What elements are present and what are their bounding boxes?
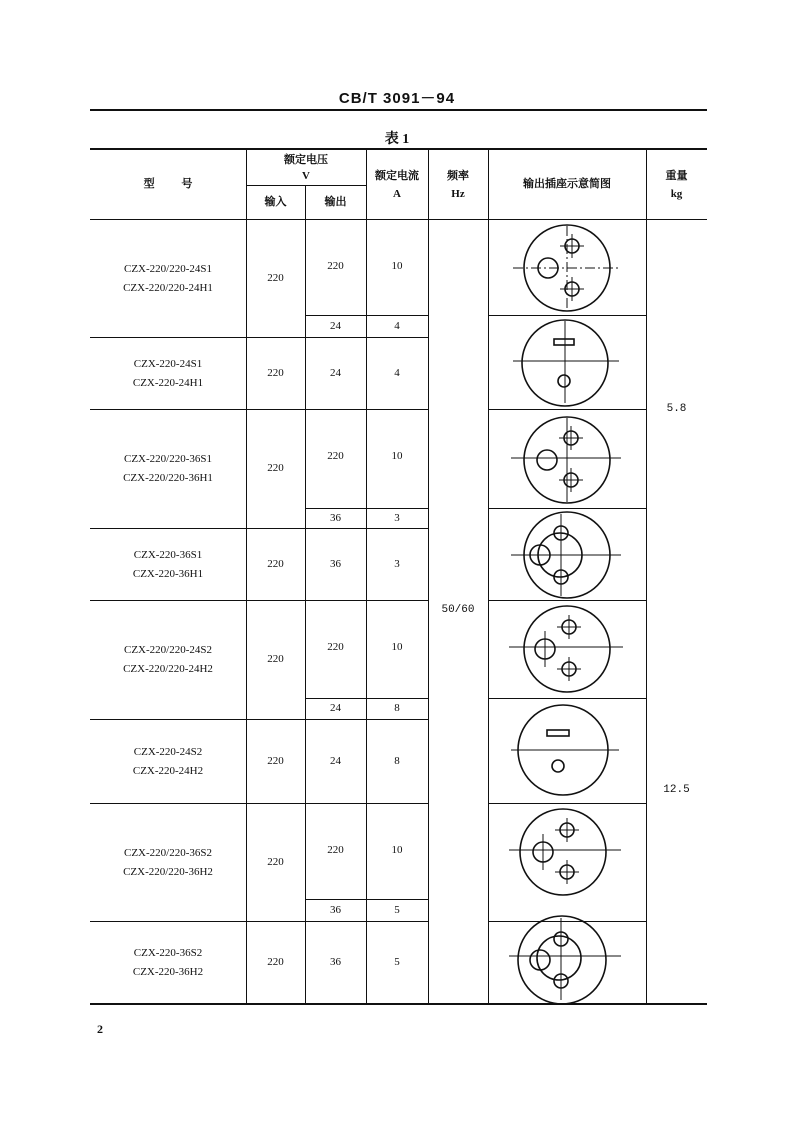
output-voltage: 24	[330, 702, 341, 715]
input-voltage: 220	[267, 462, 284, 475]
rated-current: 10	[391, 450, 403, 462]
socket-diagram-three-pin-icon	[505, 222, 629, 314]
table-row-model: CZX-220/220-36S2 CZX-220/220-36H2	[123, 846, 213, 878]
header-weight: 重量 kg	[665, 169, 688, 200]
input-voltage: 220	[267, 653, 284, 666]
rated-current: 5	[394, 903, 400, 916]
table-row-model: CZX-220/220-36S1 CZX-220/220-36H1	[123, 453, 213, 484]
rated-current: 4	[394, 319, 400, 332]
output-voltage: 36	[330, 557, 341, 570]
rated-current: 3	[394, 557, 400, 570]
output-voltage: 24	[330, 319, 341, 332]
page-number: 2	[97, 1022, 103, 1036]
rated-current: 10	[391, 844, 403, 856]
standard-number: CB/T 3091－94	[338, 90, 456, 107]
socket-diagram-ring-pin-icon	[505, 510, 629, 600]
table-row-model: CZX-220-24S2 CZX-220-24H2	[132, 745, 204, 777]
rated-current: 10	[391, 641, 403, 653]
input-voltage: 220	[267, 366, 284, 379]
weight-value: 12.5	[663, 784, 690, 797]
input-voltage: 220	[267, 754, 284, 767]
input-voltage: 220	[267, 955, 284, 968]
table-row-model: CZX-220-36S1 CZX-220-36H1	[132, 548, 204, 580]
output-voltage: 24	[330, 366, 341, 379]
table-row-model: CZX-220-36S2 CZX-220-36H2	[132, 946, 204, 978]
weight-value: 5.8	[666, 403, 687, 416]
rated-current: 3	[394, 511, 400, 524]
table-row-model: CZX-220-24S1 CZX-220-24H1	[132, 357, 204, 389]
input-voltage: 220	[267, 271, 284, 284]
output-voltage: 220	[327, 844, 344, 856]
rated-current: 10	[391, 260, 403, 272]
rated-current: 8	[394, 702, 400, 715]
rated-current: 5	[394, 955, 400, 968]
socket-diagram-three-pin-icon	[505, 806, 629, 898]
output-voltage: 24	[330, 754, 341, 767]
table-row-model: CZX-220/220-24S2 CZX-220/220-24H2	[123, 644, 213, 675]
header-output: 输出	[324, 195, 347, 208]
output-voltage: 220	[327, 450, 344, 462]
socket-diagram-three-pin-icon	[505, 603, 629, 695]
output-voltage: 220	[327, 641, 344, 653]
socket-diagram-three-pin-icon	[505, 414, 629, 506]
header-diagram: 输出插座示意简图	[523, 177, 611, 190]
socket-diagram-ring-pin-icon	[505, 914, 629, 1006]
output-voltage: 36	[330, 955, 341, 968]
rated-current: 8	[394, 754, 400, 767]
input-voltage: 220	[267, 855, 284, 868]
table-row-model: CZX-220/220-24S1 CZX-220/220-24H1	[123, 262, 213, 294]
header-model: 型 号	[143, 177, 193, 190]
frequency-value: 50/60	[441, 604, 475, 617]
header-rated-voltage: 额定电压 V	[284, 153, 328, 182]
table-title: 表 1	[384, 132, 410, 147]
header-frequency: 频率 Hz	[447, 169, 469, 200]
header-rule	[90, 109, 707, 111]
output-voltage: 36	[330, 903, 341, 916]
output-voltage: 220	[327, 260, 344, 272]
output-voltage: 36	[330, 511, 341, 524]
header-input: 输入	[264, 195, 287, 208]
socket-diagram-slot-pin-icon	[505, 704, 629, 796]
input-voltage: 220	[267, 557, 284, 570]
rated-current: 4	[394, 366, 400, 379]
header-rated-current: 额定电流 A	[375, 169, 419, 200]
socket-diagram-slot-pin-icon	[505, 317, 629, 409]
